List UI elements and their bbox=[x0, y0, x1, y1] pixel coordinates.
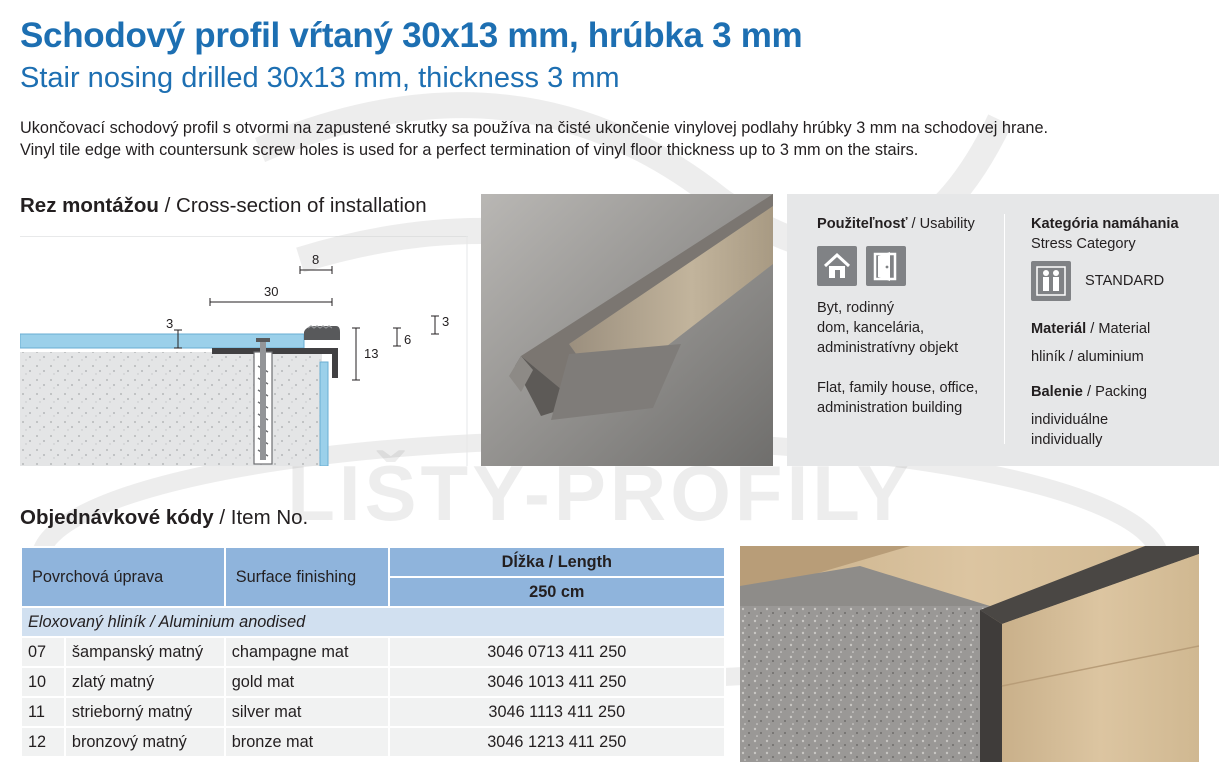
packing-value: individuálne individually bbox=[1031, 412, 1109, 448]
door-icon bbox=[866, 246, 906, 286]
col-surface-sk: Povrchová úprava bbox=[21, 547, 225, 607]
dim-3-left: 3 bbox=[166, 316, 174, 331]
packing-heading: Balenie / Packing bbox=[1031, 384, 1148, 400]
table-group-row: Eloxovaný hliník / Aluminium anodised bbox=[21, 607, 725, 637]
stress-category-heading: Kategória namáhania Stress Category bbox=[1031, 216, 1179, 252]
watermark-text: LIŠTY-PROFILY bbox=[287, 449, 913, 537]
item-no-heading: Objednávkové kódy / Item No. bbox=[20, 506, 309, 529]
col-length-value: 250 cm bbox=[389, 577, 725, 607]
material-heading: Materiál / Material bbox=[1031, 321, 1151, 337]
page-subtitle: Stair nosing drilled 30x13 mm, thickness 3 mm bbox=[20, 62, 620, 94]
cross-section-heading: Rez montážou / Cross-section of installation bbox=[20, 194, 427, 217]
dim-3-right: 3 bbox=[442, 314, 450, 329]
table-row: 10 zlatý matný gold mat 3046 1013 411 250 bbox=[21, 667, 725, 697]
info-divider bbox=[1004, 214, 1005, 444]
item-codes-table bbox=[20, 546, 726, 758]
dim-30: 30 bbox=[264, 284, 279, 299]
usability-en: Flat, family house, office, administration building bbox=[817, 380, 979, 416]
page-title: Schodový profil vŕtaný 30x13 mm, hrúbka 3 mm bbox=[20, 16, 803, 55]
product-photo bbox=[481, 194, 773, 466]
table-row: 07 šampanský matný champagne mat 3046 0713 411 250 bbox=[21, 637, 725, 667]
cross-section-diagram bbox=[20, 236, 468, 466]
dim-13: 13 bbox=[364, 346, 379, 361]
concrete-step bbox=[20, 352, 322, 466]
table-row: 11 strieborný matný silver mat 3046 1113 411 250 bbox=[21, 697, 725, 727]
dim-6: 6 bbox=[404, 332, 412, 347]
stress-category-value: STANDARD bbox=[1085, 273, 1165, 289]
description-en: Vinyl tile edge with countersunk screw holes is used for a perfect termination of vinyl floor thickness up to 3 mm on the stairs. bbox=[20, 141, 919, 159]
description-sk: Ukončovací schodový profil s otvormi na zapustené skrutky sa používa na čisté ukončenie vinylovej podlahy hrúbky 3 mm na schodovej hrane. bbox=[20, 119, 1049, 137]
dim-8: 8 bbox=[312, 252, 320, 267]
col-length: Dĺžka / Length bbox=[389, 547, 725, 577]
product-description bbox=[20, 117, 1048, 161]
col-surface-en: Surface finishing bbox=[225, 547, 389, 607]
material-value: hliník / aluminium bbox=[1031, 349, 1144, 365]
table-row: 12 bronzový matný bronze mat 3046 1213 411 250 bbox=[21, 727, 725, 757]
usability-heading: Použiteľnosť / Usability bbox=[817, 216, 975, 232]
installation-photo bbox=[740, 546, 1199, 762]
people-icon bbox=[1031, 261, 1071, 301]
house-icon bbox=[817, 246, 857, 286]
screw-anchor bbox=[254, 338, 272, 464]
usability-sk: Byt, rodinný dom, kancelária, administratívny objekt bbox=[817, 300, 959, 356]
